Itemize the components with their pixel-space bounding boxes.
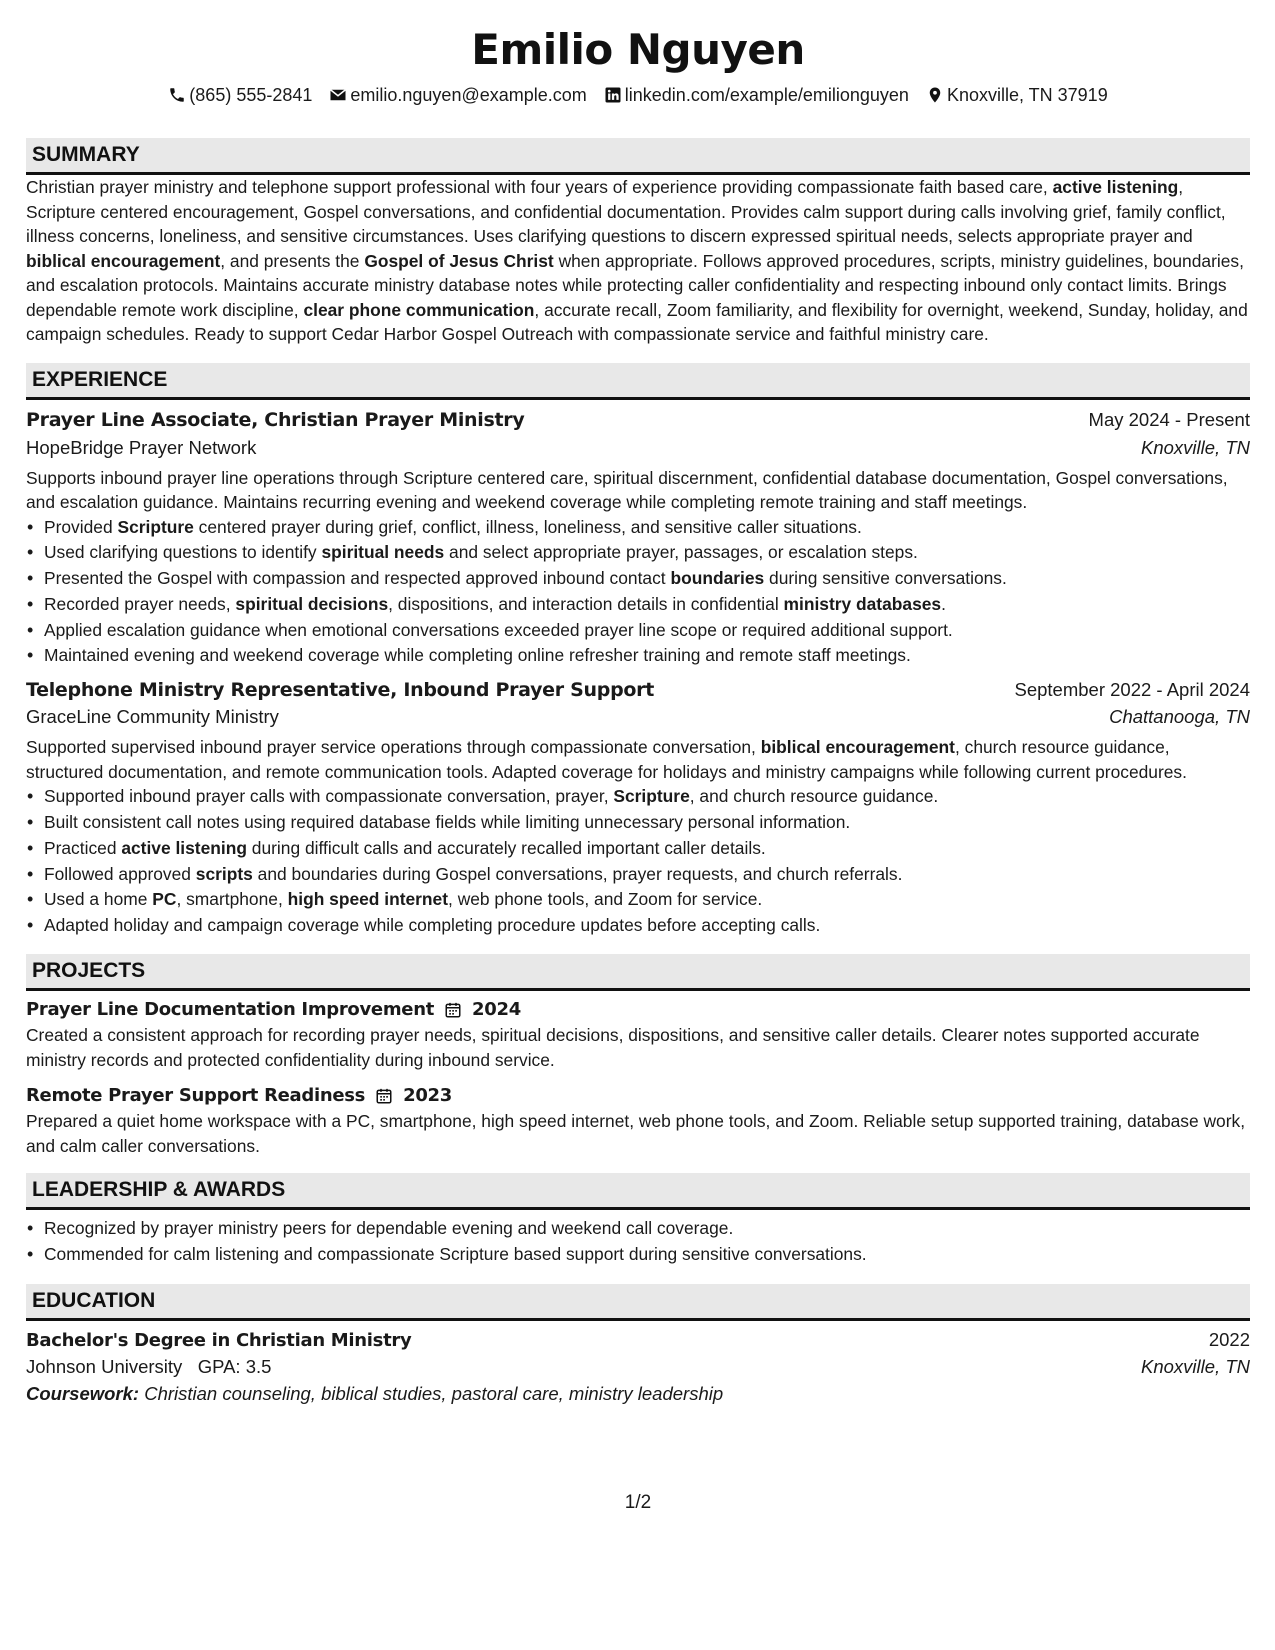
job-date: September 2022 - April 2024 — [1014, 679, 1250, 701]
contact-bar — [26, 82, 1250, 108]
education-subheader — [26, 1356, 1250, 1378]
job-title: Prayer Line Associate, Christian Prayer Ministry — [26, 408, 525, 431]
linkedin-icon — [604, 86, 622, 104]
job-organization: GraceLine Community Ministry — [26, 706, 279, 728]
degree-title: Bachelor's Degree in Christian Ministry — [26, 1329, 412, 1351]
job-date: May 2024 - Present — [1088, 408, 1250, 430]
list-item: • Built consistent call notes using required database fields while limiting unnecessary personal information. — [44, 810, 1250, 836]
job-organization: HopeBridge Prayer Network — [26, 436, 257, 458]
list-item: • Practiced active listening during difficult calls and accurately recalled important caller details. — [44, 836, 1250, 862]
email-link[interactable]: emilio.nguyen@example.com — [350, 84, 587, 105]
gpa: GPA: 3.5 — [197, 1355, 272, 1377]
phone-text: (865) 555-2841 — [189, 84, 313, 105]
list-item: • Adapted holiday and campaign coverage while completing procedure updates before accepting calls. — [44, 913, 1250, 939]
job-location: Knoxville, TN — [1141, 436, 1250, 458]
list-item: • Used clarifying questions to identify spiritual needs and select appropriate prayer, passages, or escalation steps. — [44, 540, 1250, 566]
project-header — [26, 1085, 1250, 1106]
phone-icon — [168, 86, 186, 104]
list-item: • Provided Scripture centered prayer during grief, conflict, illness, loneliness, and sensitive caller situations. — [44, 515, 1250, 541]
coursework — [26, 1383, 1250, 1405]
contact-location — [926, 85, 1108, 106]
contact-phone — [168, 85, 312, 106]
project-entry — [26, 1085, 1250, 1158]
job-bullets — [26, 515, 1250, 670]
experience-entry — [26, 409, 1250, 670]
job-description: Supported supervised inbound prayer service operations through compassionate conversation, biblical encouragement, church resource guidance, structured documentation, and remote communication tools. Adapted coverage for holidays and ministry campaigns while following current procedures. — [26, 737, 1187, 782]
education-entry — [26, 1329, 1250, 1405]
job-location: Chattanooga, TN — [1109, 706, 1250, 728]
candidate-name: Emilio Nguyen — [471, 25, 805, 74]
list-item: • Used a home PC, smartphone, high speed internet, web phone tools, and Zoom for service. — [44, 887, 1250, 913]
project-description: Created a consistent approach for recording prayer needs, spiritual decisions, dispositions, and sensitive caller details. Clearer notes supported accurate ministry records and protected confidentiality during inbound service. — [26, 1025, 1200, 1070]
summary-paragraph: Christian prayer ministry and telephone support professional with four years of experience providing compassionate faith based care, active listening, Scripture centered encouragement, Gospel conversations, and confidential documentation. Provides calm support during calls involving grief, family conflict, illness concerns, loneliness, and sensitive circumstances. Uses clarifying questions to discern expressed spiritual needs, selects appropriate prayer and biblical encouragement, and presents the Gospel of Jesus Christ when appropriate. Follows approved procedures, scripts, ministry guidelines, boundaries, and escalation protocols. Maintains accurate ministry database notes while protecting caller confidentiality and respecting inbound only contact limits. Brings dependable remote work discipline, clear phone communication, accurate recall, Zoom familiarity, and flexibility for overnight, weekend, Sunday, holiday, and campaign schedules. Ready to support Cedar Harbor Gospel Outreach with compassionate service and faithful ministry care. — [26, 177, 1248, 344]
project-title: Remote Prayer Support Readiness — [26, 1085, 366, 1107]
coursework-label: Coursework: — [26, 1382, 140, 1404]
calendar-icon — [444, 1001, 462, 1019]
envelope-icon — [329, 86, 347, 104]
job-header — [26, 409, 1250, 431]
job-bullets — [26, 784, 1250, 939]
list-item: • Applied escalation guidance when emotional conversations exceeded prayer line scope or required additional support. — [44, 618, 1250, 644]
calendar-icon — [375, 1087, 393, 1105]
project-title: Prayer Line Documentation Improvement — [26, 999, 435, 1021]
list-item: • Presented the Gospel with compassion and respected approved inbound contact boundaries during sensitive conversations. — [44, 566, 1250, 592]
project-entry — [26, 999, 1250, 1072]
section-heading-summary: SUMMARY — [26, 138, 1250, 175]
job-description: Supports inbound prayer line operations through Scripture centered care, spiritual discernment, confidential database documentation, Gospel conversations, and escalation guidance. Maintains recurring evening and weekend coverage while completing remote training and staff meetings. — [26, 467, 1228, 512]
leadership-list — [26, 1216, 1250, 1268]
project-header — [26, 999, 1250, 1020]
graduation-year: 2022 — [1208, 1328, 1250, 1350]
section-heading-leadership: LEADERSHIP & AWARDS — [26, 1173, 1250, 1210]
education-header — [26, 1329, 1250, 1351]
list-item: • Commended for calm listening and compassionate Scripture based support during sensitive conversations. — [44, 1242, 1250, 1268]
school-location: Knoxville, TN — [1141, 1355, 1250, 1377]
contact-email[interactable] — [329, 85, 586, 106]
resume-page — [26, 0, 1250, 1650]
job-header — [26, 679, 1250, 701]
section-heading-experience: EXPERIENCE — [26, 363, 1250, 400]
list-item: • Maintained evening and weekend coverage while completing online refresher training and remote staff meetings. — [44, 643, 1250, 669]
school-name: Johnson University — [26, 1355, 183, 1377]
linkedin-link[interactable]: linkedin.com/example/emilionguyen — [624, 84, 909, 105]
school-info — [26, 1356, 271, 1378]
section-heading-education: EDUCATION — [26, 1284, 1250, 1321]
list-item: • Recorded prayer needs, spiritual decisions, dispositions, and interaction details in confidential ministry databases. — [44, 592, 1250, 618]
experience-entry — [26, 679, 1250, 939]
job-subheader — [26, 706, 1250, 728]
coursework-list: Christian counseling, biblical studies, pastoral care, ministry leadership — [144, 1382, 724, 1404]
page-number: 1/2 — [624, 1492, 652, 1513]
map-pin-icon — [926, 86, 944, 104]
list-item: • Supported inbound prayer calls with compassionate conversation, prayer, Scripture, and church resource guidance. — [44, 784, 1250, 810]
project-year: 2024 — [472, 999, 521, 1021]
job-subheader — [26, 437, 1250, 459]
project-description: Prepared a quiet home workspace with a PC, smartphone, high speed internet, web phone tools, and Zoom. Reliable setup supported training, database work, and calm caller conversations. — [26, 1111, 1246, 1156]
list-item: • Recognized by prayer ministry peers for dependable evening and weekend call coverage. — [44, 1216, 1250, 1242]
contact-linkedin[interactable] — [604, 85, 909, 106]
location-text: Knoxville, TN 37919 — [946, 84, 1108, 105]
job-title: Telephone Ministry Representative, Inbound Prayer Support — [26, 679, 654, 702]
section-heading-projects: PROJECTS — [26, 954, 1250, 991]
list-item: • Followed approved scripts and boundaries during Gospel conversations, prayer requests, and church referrals. — [44, 862, 1250, 888]
project-year: 2023 — [403, 1085, 453, 1107]
